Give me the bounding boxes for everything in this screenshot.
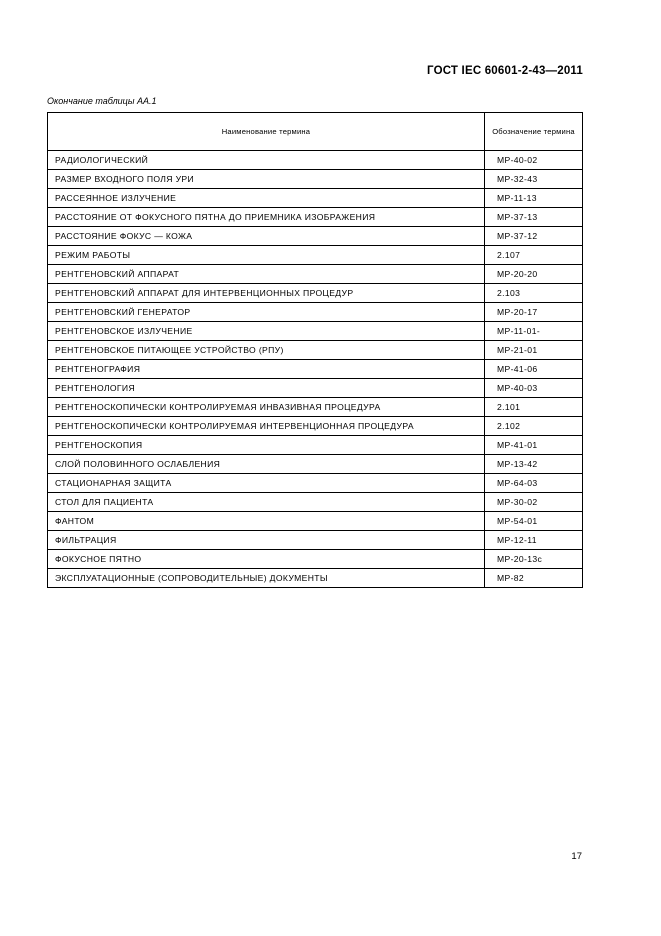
term-code-cell: МР-12-11 bbox=[485, 531, 583, 550]
term-name-cell: СТАЦИОНАРНАЯ ЗАЩИТА bbox=[48, 474, 485, 493]
table-header-row bbox=[48, 113, 583, 151]
term-code-cell: МР-20-13с bbox=[485, 550, 583, 569]
term-name-cell: РАССТОЯНИЕ ФОКУС — КОЖА bbox=[48, 227, 485, 246]
table-row bbox=[48, 493, 583, 512]
table-row bbox=[48, 284, 583, 303]
table-row bbox=[48, 512, 583, 531]
term-code-cell: МР-21-01 bbox=[485, 341, 583, 360]
page-number: 17 bbox=[571, 851, 582, 862]
term-code-cell: 2.102 bbox=[485, 417, 583, 436]
term-code-cell: МР-37-13 bbox=[485, 208, 583, 227]
term-name-cell: СЛОЙ ПОЛОВИННОГО ОСЛАБЛЕНИЯ bbox=[48, 455, 485, 474]
term-name-cell: РЕНТГЕНОВСКИЙ ГЕНЕРАТОР bbox=[48, 303, 485, 322]
term-name-cell: РАССЕЯННОЕ ИЗЛУЧЕНИЕ bbox=[48, 189, 485, 208]
term-name-cell: ФОКУСНОЕ ПЯТНО bbox=[48, 550, 485, 569]
term-name-cell: РЕНТГЕНОВСКОЕ ПИТАЮЩЕЕ УСТРОЙСТВО (РПУ) bbox=[48, 341, 485, 360]
term-code-cell: 2.101 bbox=[485, 398, 583, 417]
term-name-cell: РЕНТГЕНОГРАФИЯ bbox=[48, 360, 485, 379]
term-name-cell: РЕНТГЕНОСКОПИЧЕСКИ КОНТРОЛИРУЕМАЯ ИНВАЗИВНАЯ ПРОЦЕДУРА bbox=[48, 398, 485, 417]
term-name-cell: РАССТОЯНИЕ ОТ ФОКУСНОГО ПЯТНА ДО ПРИЕМНИКА ИЗОБРАЖЕНИЯ bbox=[48, 208, 485, 227]
term-code-cell: 2.107 bbox=[485, 246, 583, 265]
table-row bbox=[48, 341, 583, 360]
table-caption: Окончание таблицы АА.1 bbox=[47, 96, 157, 106]
table-row bbox=[48, 208, 583, 227]
term-name-cell: РЕНТГЕНОВСКОЕ ИЗЛУЧЕНИЕ bbox=[48, 322, 485, 341]
term-code-cell: МР-11-01- bbox=[485, 322, 583, 341]
term-code-cell: МР-13-42 bbox=[485, 455, 583, 474]
term-name-cell: РЕНТГЕНОВСКИЙ АППАРАТ ДЛЯ ИНТЕРВЕНЦИОННЫХ ПРОЦЕДУР bbox=[48, 284, 485, 303]
term-name-cell: ЭКСПЛУАТАЦИОННЫЕ (СОПРОВОДИТЕЛЬНЫЕ) ДОКУМЕНТЫ bbox=[48, 569, 485, 588]
table-row bbox=[48, 398, 583, 417]
term-code-cell: МР-11-13 bbox=[485, 189, 583, 208]
terms-table-body bbox=[48, 151, 583, 588]
table-row bbox=[48, 436, 583, 455]
term-column-header: Наименование термина bbox=[48, 113, 485, 151]
table-row bbox=[48, 170, 583, 189]
table-row bbox=[48, 550, 583, 569]
term-code-cell: МР-20-20 bbox=[485, 265, 583, 284]
table-row bbox=[48, 474, 583, 493]
term-code-cell: МР-41-01 bbox=[485, 436, 583, 455]
term-code-cell: МР-32-43 bbox=[485, 170, 583, 189]
table-row bbox=[48, 417, 583, 436]
table-row bbox=[48, 303, 583, 322]
term-name-cell: РАДИОЛОГИЧЕСКИЙ bbox=[48, 151, 485, 170]
term-code-cell: МР-20-17 bbox=[485, 303, 583, 322]
term-code-cell: МР-82 bbox=[485, 569, 583, 588]
term-name-cell: ФАНТОМ bbox=[48, 512, 485, 531]
term-code-cell: МР-37-12 bbox=[485, 227, 583, 246]
term-name-cell: РЕЖИМ РАБОТЫ bbox=[48, 246, 485, 265]
table-row bbox=[48, 265, 583, 284]
table-row bbox=[48, 531, 583, 550]
document-code: ГОСТ IEC 60601-2-43—2011 bbox=[427, 65, 583, 77]
table-row bbox=[48, 360, 583, 379]
term-code-cell: 2.103 bbox=[485, 284, 583, 303]
term-code-cell: МР-54-01 bbox=[485, 512, 583, 531]
table-row bbox=[48, 455, 583, 474]
table-row bbox=[48, 227, 583, 246]
code-column-header: Обозначение термина bbox=[485, 113, 583, 151]
table-row bbox=[48, 189, 583, 208]
term-code-cell: МР-64-03 bbox=[485, 474, 583, 493]
term-name-cell: РЕНТГЕНОЛОГИЯ bbox=[48, 379, 485, 398]
term-name-cell: РЕНТГЕНОСКОПИЯ bbox=[48, 436, 485, 455]
term-code-cell: МР-40-02 bbox=[485, 151, 583, 170]
table-row bbox=[48, 569, 583, 588]
term-name-cell: ФИЛЬТРАЦИЯ bbox=[48, 531, 485, 550]
table-row bbox=[48, 379, 583, 398]
term-code-cell: МР-30-02 bbox=[485, 493, 583, 512]
term-code-cell: МР-40-03 bbox=[485, 379, 583, 398]
term-code-cell: МР-41-06 bbox=[485, 360, 583, 379]
table-row bbox=[48, 322, 583, 341]
terms-table bbox=[47, 112, 583, 588]
term-name-cell: РЕНТГЕНОСКОПИЧЕСКИ КОНТРОЛИРУЕМАЯ ИНТЕРВЕНЦИОННАЯ ПРОЦЕДУРА bbox=[48, 417, 485, 436]
term-name-cell: РАЗМЕР ВХОДНОГО ПОЛЯ УРИ bbox=[48, 170, 485, 189]
term-name-cell: РЕНТГЕНОВСКИЙ АППАРАТ bbox=[48, 265, 485, 284]
table-row bbox=[48, 246, 583, 265]
term-name-cell: СТОЛ ДЛЯ ПАЦИЕНТА bbox=[48, 493, 485, 512]
table-row bbox=[48, 151, 583, 170]
